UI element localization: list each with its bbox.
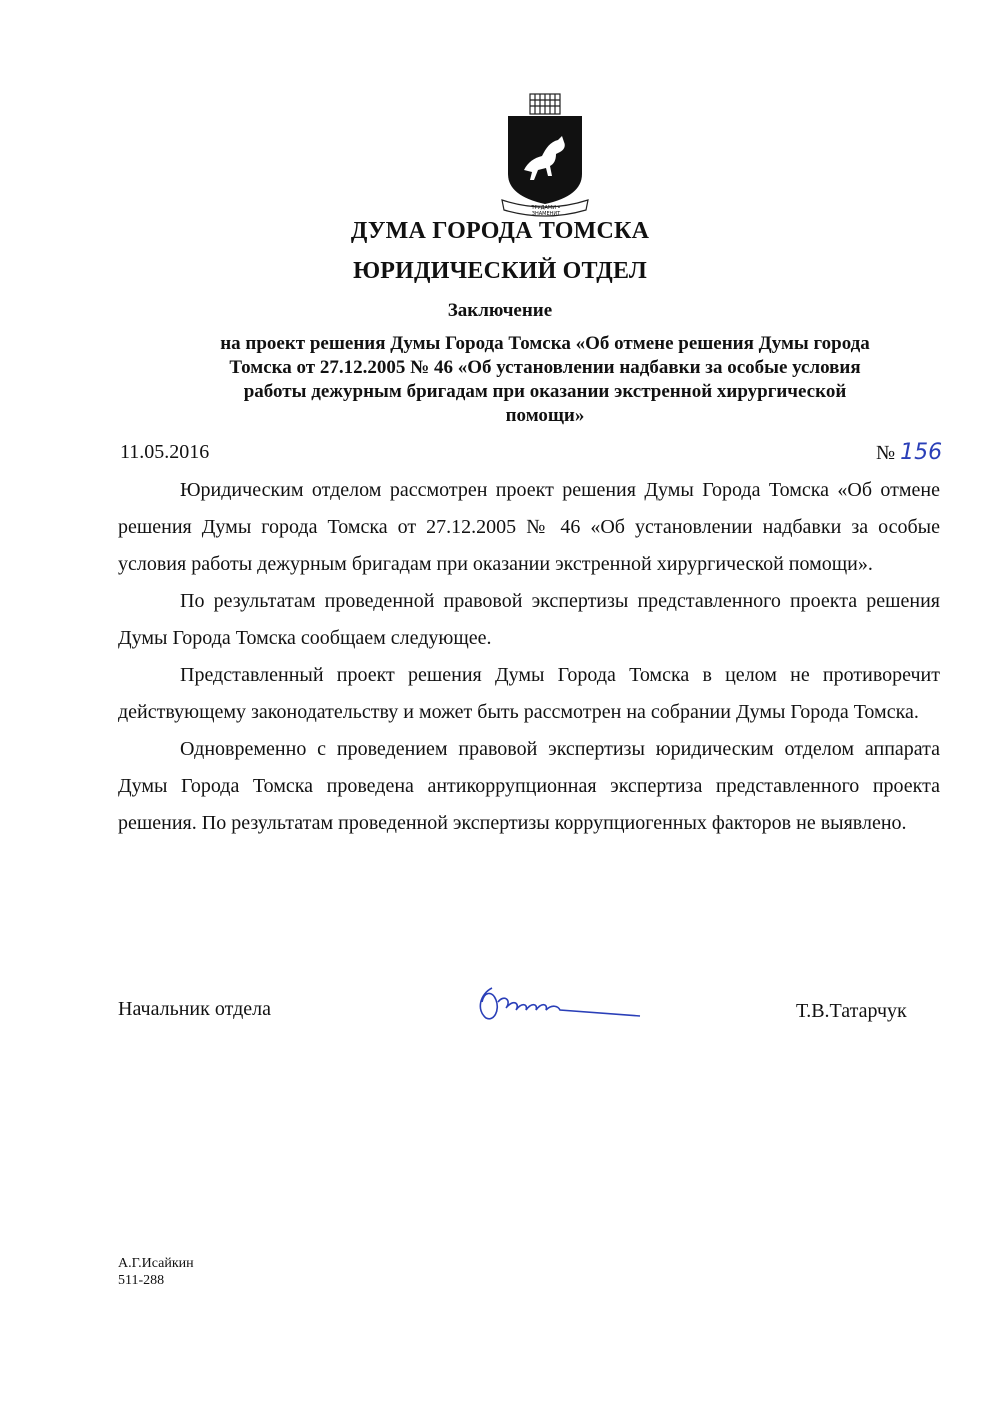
subject-line: на проект решения Думы Города Томска «Об отмене решения Думы города	[220, 333, 870, 354]
document-subject	[160, 332, 930, 428]
executor-phone: 511-288	[118, 1273, 165, 1288]
document-type: Заключение	[447, 300, 553, 321]
document-body	[118, 472, 940, 842]
coat-of-arms	[500, 92, 590, 220]
executor-name: А.Г.Исайкин	[118, 1256, 194, 1271]
number-value: 156	[900, 440, 943, 465]
organization-name: ДУМА ГОРОДА ТОМСКА	[350, 218, 650, 244]
body-paragraph: По результатам проведенной правовой экспертизы представленного проекта решения Думы Города Томска сообщаем следующее.	[118, 590, 940, 649]
department-name: ЮРИДИЧЕСКИЙ ОТДЕЛ	[353, 258, 647, 284]
number-label: №	[876, 442, 896, 464]
document-date: 11.05.2016	[120, 441, 210, 463]
signer-position: Начальник отдела	[118, 998, 271, 1020]
subject-line: помощи»	[505, 405, 585, 426]
document-number	[876, 440, 942, 465]
body-paragraph: Представленный проект решения Думы Города Томска в целом не противоречит действующему законодательству и может быть рассмотрен на собрании Думы Города Томска.	[118, 664, 940, 723]
handwritten-signature	[470, 980, 650, 1035]
coat-of-arms-icon	[500, 92, 590, 220]
body-paragraph: Одновременно с проведением правовой экспертизы юридическим отделом аппарата Думы Города Томска проведена антикоррупционная экспертиза представленного проекта решения. По результатам проведенной экспертизы коррупциогенных факторов не выявлено.	[118, 738, 940, 834]
subject-line: работы дежурным бригадам при оказании экстренной хирургической	[243, 381, 847, 402]
subject-line: Томска от 27.12.2005 № 46 «Об установлении надбавки за особые условия	[229, 357, 861, 378]
signer-name: Т.В.Татарчук	[796, 1000, 907, 1022]
signature-icon	[470, 980, 650, 1030]
body-paragraph: Юридическим отделом рассмотрен проект решения Думы Города Томска «Об отмене решения Думы города Томска от 27.12.2005 № 46 «Об установлении надбавки за особые условия работы дежурным бригадам при оказании экстренной хирургической помощи».	[118, 479, 940, 575]
emblem-motto: ТРУДАМИ • ЗНАМЕНИТ	[531, 205, 561, 217]
